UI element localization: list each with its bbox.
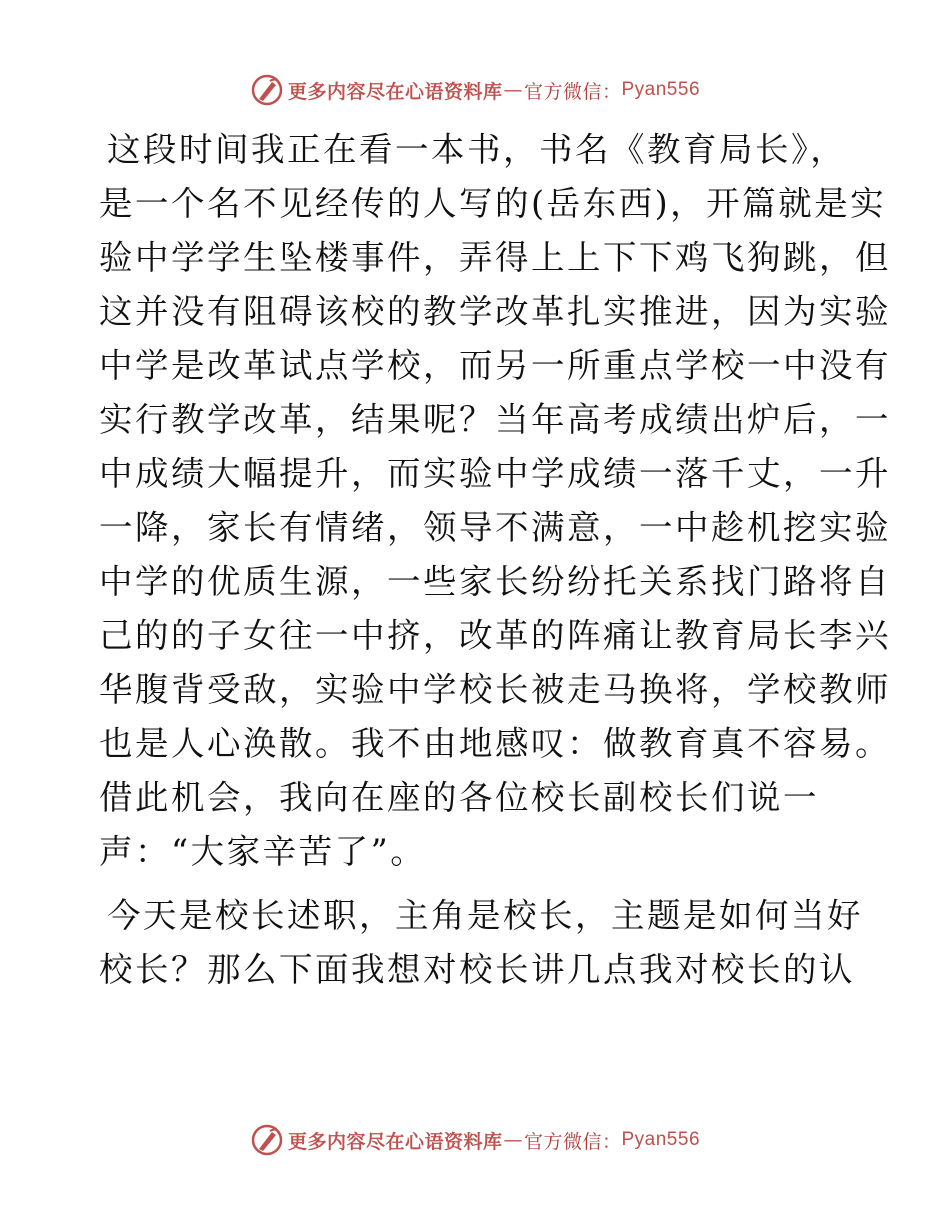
text-line: 实行教学改革，结果呢？当年高考成绩出炉后，一 — [99, 400, 891, 439]
text-line: 华腹背受敌，实验中学校长被走马换将，学校教师 — [99, 670, 891, 709]
text-line: 今天是校长述职，主角是校长，主题是如何当好 — [107, 896, 863, 935]
watermark-account: Pyan556 — [621, 79, 701, 100]
quill-logo-icon — [250, 1123, 284, 1157]
watermark-label: 官方微信： — [523, 80, 622, 103]
watermark-separator: — — [503, 1129, 523, 1151]
text-line: 中学的优质生源，一些家长纷纷托关系找门路将自 — [99, 562, 891, 601]
text-line: 也是人心涣散。我不由地感叹：做教育真不容易。 — [99, 724, 891, 763]
watermark-text: 更多内容尽在心语资料库 — [287, 80, 503, 103]
watermark-account: Pyan556 — [621, 1129, 701, 1150]
text-line: 这并没有阻碍该校的教学改革扎实推进，因为实验 — [99, 292, 891, 331]
text-line: 这段时间我正在看一本书，书名《教育局长》， — [107, 130, 847, 169]
paragraph-2 — [99, 889, 863, 997]
text-line: 中成绩大幅提升，而实验中学成绩一落千丈，一升 — [99, 454, 891, 493]
watermark-separator: — — [503, 79, 523, 101]
text-line: 一降，家长有情绪，领导不满意，一中趁机挖实验 — [99, 508, 891, 547]
text-line: 验中学学生坠楼事件，弄得上上下下鸡飞狗跳，但 — [99, 238, 891, 277]
text-line: 己的的子女往一中挤，改革的阵痛让教育局长李兴 — [99, 616, 891, 655]
text-line: 校长？那么下面我想对校长讲几点我对校长的认 — [99, 950, 855, 989]
watermark-text: 更多内容尽在心语资料库 — [287, 1130, 503, 1153]
watermark-label: 官方微信： — [523, 1130, 622, 1153]
text-line: 借此机会，我向在座的各位校长副校长们说一 — [99, 778, 819, 817]
text-line: 声：“大家辛苦了”。 — [99, 832, 427, 871]
text-line: 中学是改革试点学校，而另一所重点学校一中没有 — [99, 346, 891, 385]
text-line: 是一个名不见经传的人写的(岳东西)，开篇就是实 — [99, 184, 887, 223]
quill-logo-icon — [250, 73, 284, 107]
document-body — [99, 123, 891, 997]
footer-watermark — [0, 1123, 950, 1157]
header-watermark — [0, 73, 950, 107]
paragraph-gap — [99, 879, 859, 889]
paragraph-1 — [99, 123, 891, 879]
